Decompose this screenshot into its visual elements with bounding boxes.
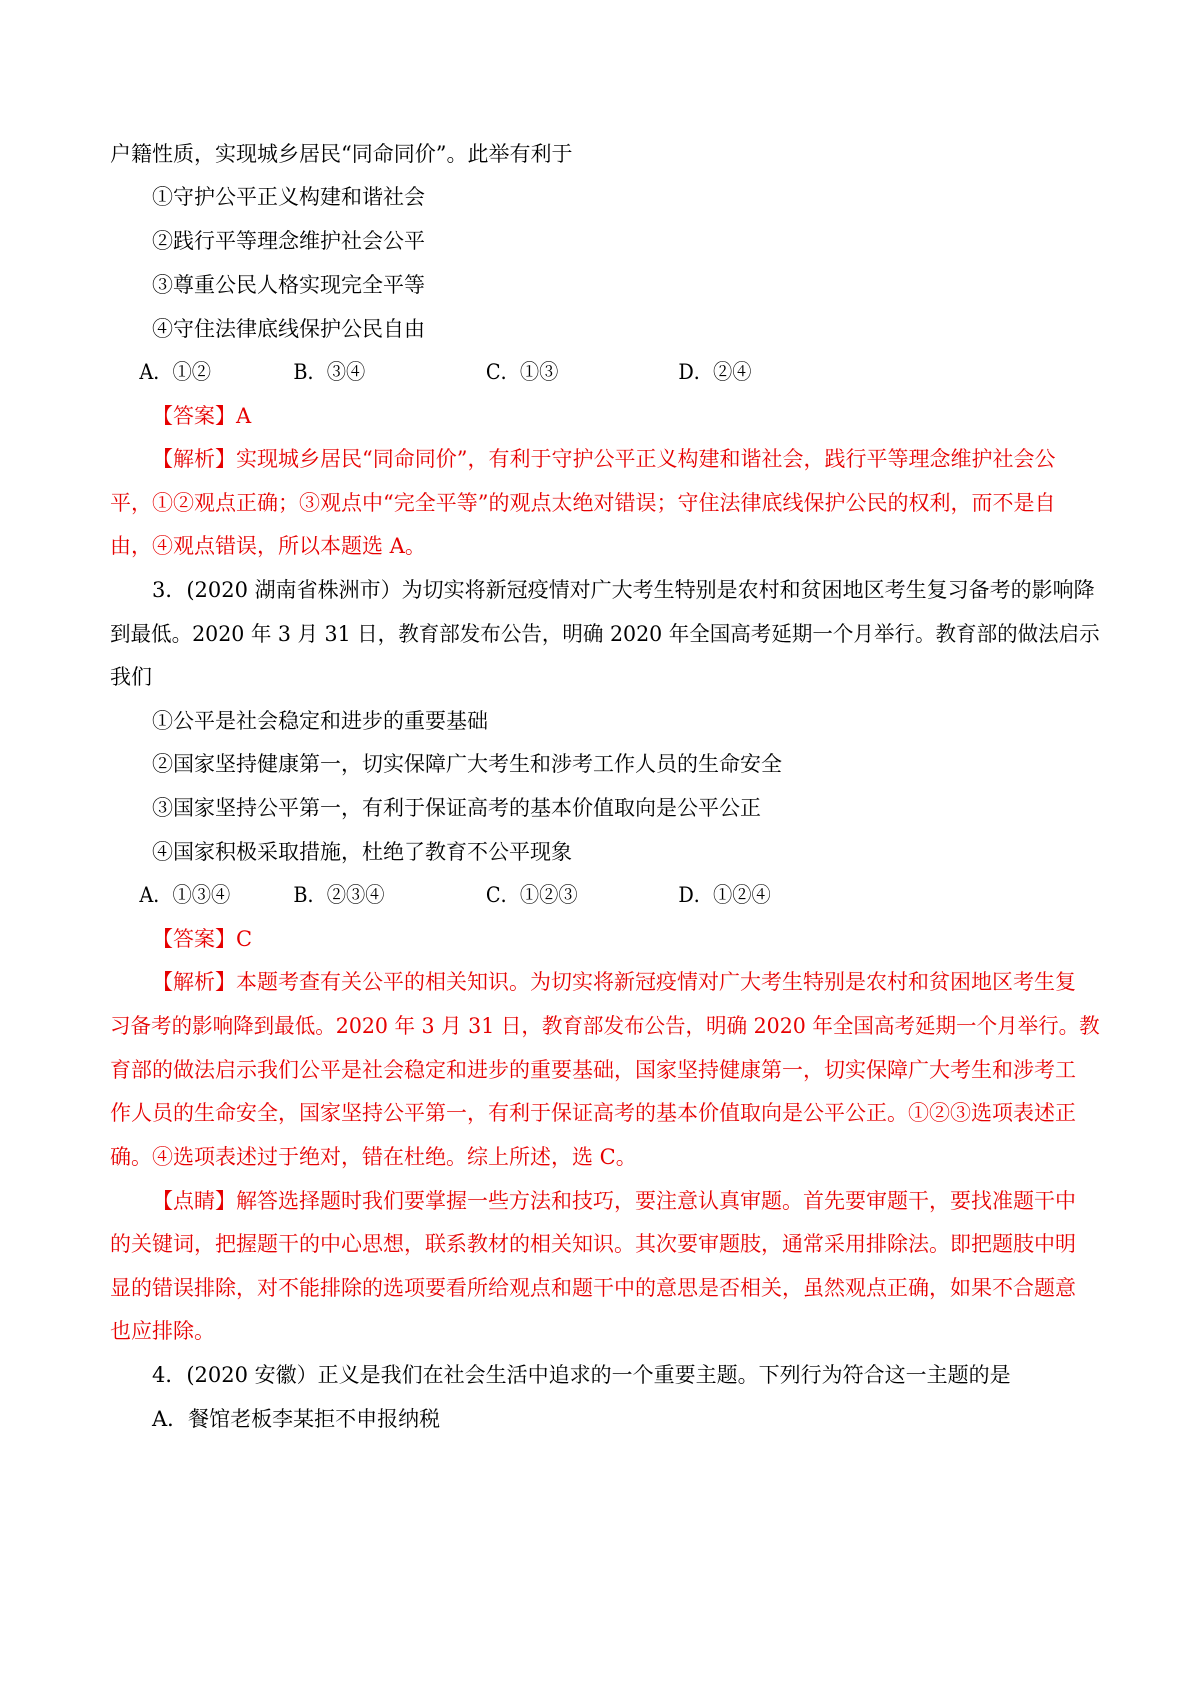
q2-option-d: D．②④	[678, 360, 752, 384]
q2-statement-4: ④守住法律底线保护公民自由	[152, 317, 425, 341]
q4-stem: 4．(2020 安徽）正义是我们在社会生活中追求的一个重要主题。下列行为符合这一主题的是	[152, 1363, 1011, 1387]
q3-statement-2: ②国家坚持健康第一，切实保障广大考生和涉考工作人员的生命安全	[152, 752, 782, 776]
q2-answer-tag: 【答案】	[152, 404, 236, 428]
q2-statement-3: ③尊重公民人格实现完全平等	[152, 273, 425, 297]
q3-tip-line-2: 的关键词，把握题干的中心思想，联系教材的相关知识。其次要审题肢，通常采用排除法。即把题肢中明	[110, 1232, 1076, 1256]
q3-tip-line-3: 显的错误排除，对不能排除的选项要看所给观点和题干中的意思是否相关，虽然观点正确，如果不合题意	[110, 1276, 1076, 1300]
q3-stem-line-3: 我们	[110, 665, 152, 689]
q2-stem-end: 户籍性质，实现城乡居民“同命同价”。此举有利于	[110, 142, 573, 166]
q2-statement-1: ①守护公平正义构建和谐社会	[152, 185, 425, 209]
q2-analysis-tag: 【解析】	[152, 447, 236, 471]
q4-option-a: A．餐馆老板李某拒不申报纳税	[152, 1407, 441, 1431]
q2-statement-2: ②践行平等理念维护社会公平	[152, 229, 425, 253]
q3-tip-tag: 【点睛】	[152, 1189, 236, 1213]
q2-option-b: B．③④	[293, 360, 366, 384]
q3-analysis-line-4: 作人员的生命安全，国家坚持公平第一，有利于保证高考的基本价值取向是公平公正。①②③选项表述正	[110, 1101, 1076, 1125]
q3-analysis-tag: 【解析】	[152, 970, 236, 994]
q3-option-a: A．①③④	[139, 883, 231, 907]
q3-analysis-line-1: 【解析】本题考查有关公平的相关知识。为切实将新冠疫情对广大考生特别是农村和贫困地区考生复	[152, 970, 1076, 994]
q3-answer-tag: 【答案】	[152, 927, 236, 951]
q3-tip-line-1: 【点睛】解答选择题时我们要掌握一些方法和技巧，要注意认真审题。首先要审题干，要找准题干中	[152, 1189, 1076, 1213]
q3-analysis-line-5: 确。④选项表述过于绝对，错在杜绝。综上所述，选 C。	[110, 1145, 637, 1169]
q3-option-d: D．①②④	[678, 883, 771, 907]
q2-option-c: C．①③	[485, 360, 559, 384]
q2-analysis-line-3: 由，④观点错误，所以本题选 A。	[110, 534, 426, 558]
q2-answer	[152, 401, 251, 431]
q3-statement-1: ①公平是社会稳定和进步的重要基础	[152, 709, 488, 733]
q3-answer-value: C	[236, 927, 253, 951]
q3-option-b: B．②③④	[293, 883, 385, 907]
q3-stem-line-1: 3．(2020 湖南省株洲市）为切实将新冠疫情对广大考生特别是农村和贫困地区考生复习备考的影响降	[152, 578, 1095, 602]
q3-analysis-line-3: 育部的做法启示我们公平是社会稳定和进步的重要基础，国家坚持健康第一，切实保障广大考生和涉考工	[110, 1058, 1076, 1082]
q3-statement-4: ④国家积极采取措施，杜绝了教育不公平现象	[152, 840, 572, 864]
q2-analysis-line-2: 平，①②观点正确；③观点中“完全平等”的观点太绝对错误；守住法律底线保护公民的权利，而不是自	[110, 491, 1056, 515]
q2-answer-value: A	[236, 404, 252, 428]
q3-stem-line-2: 到最低。2020 年 3 月 31 日，教育部发布公告，明确 2020 年全国高考延期一个月举行。教育部的做法启示	[110, 622, 1100, 646]
q3-tip-line-4: 也应排除。	[110, 1319, 215, 1343]
q2-option-a: A．①②	[139, 360, 211, 384]
q2-analysis-line-1: 【解析】实现城乡居民“同命同价”，有利于守护公平正义构建和谐社会，践行平等理念维护社会公	[152, 447, 1056, 471]
q3-option-c: C．①②③	[485, 883, 578, 907]
q3-statement-3: ③国家坚持公平第一，有利于保证高考的基本价值取向是公平公正	[152, 796, 761, 820]
q3-answer	[152, 924, 252, 954]
q3-analysis-line-2: 习备考的影响降到最低。2020 年 3 月 31 日，教育部发布公告，明确 2020 年全国高考延期一个月举行。教	[110, 1014, 1100, 1038]
